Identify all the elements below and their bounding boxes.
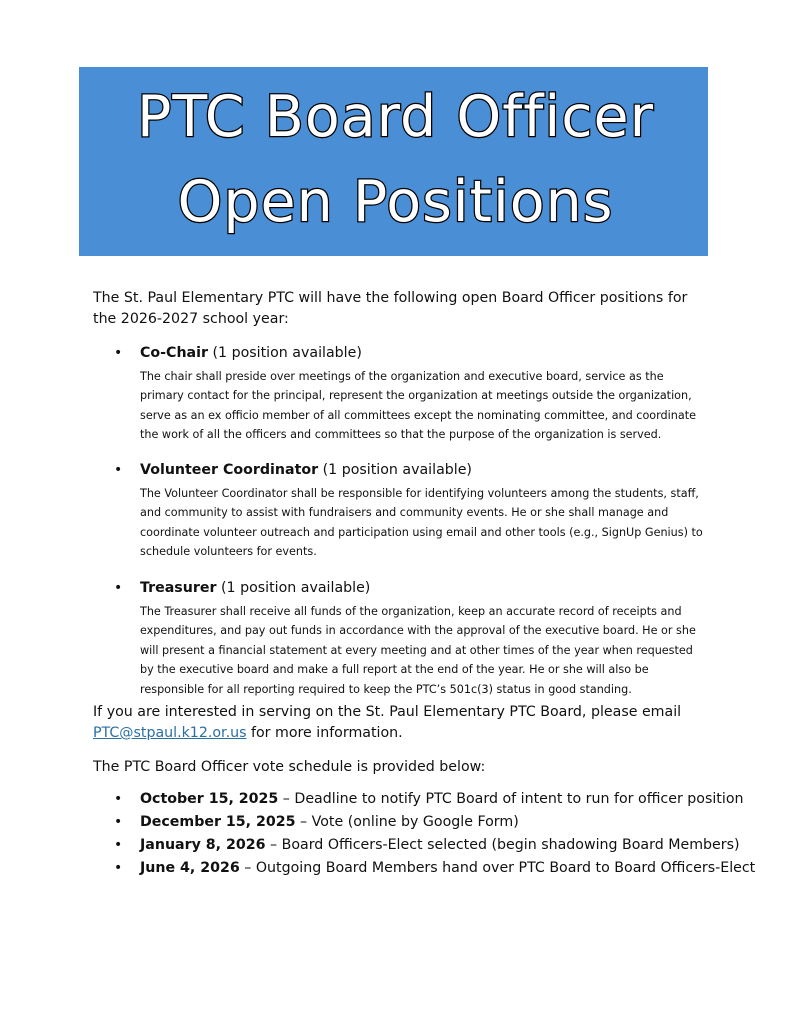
position-availability: (1 position available) [208, 345, 362, 361]
position-heading [140, 578, 370, 599]
schedule-text [140, 812, 519, 833]
schedule-description: – Vote (online by Google Form) [295, 814, 519, 830]
schedule-description: – Outgoing Board Members hand over PTC Board to Board Officers-Elect [239, 860, 756, 876]
position-heading [140, 460, 472, 481]
position-description: The Treasurer shall receive all funds of the organization, keep an accurate record of receipts and expenditures, and pay out funds in accordance with the approval of the executive board. He or she will present a financial statement at every meeting and at other times of the year when requested by the executive board and make a full report at the end of the year. He or she will also be responsible for all reporting required to keep the PTC’s 501c(3) status in good standing. [140, 605, 696, 696]
bullet-icon: • [114, 814, 123, 830]
bullet-icon: • [114, 860, 123, 876]
position-availability: (1 position available) [216, 580, 371, 596]
interest-text-before: If you are interested in serving on the St. Paul Elementary PTC Board, please email [93, 704, 682, 720]
position-description: The Volunteer Coordinator shall be responsible for identifying volunteers among the students, staff, and community to assist with fundraisers and community events. He or she shall manage and coordinate volunteer outreach and participation using email and other tools (e.g., SignUp Genius) to schedule volunteers for events. [140, 487, 703, 559]
bullet-icon: • [114, 580, 123, 596]
bullet-icon: • [114, 462, 123, 478]
schedule-date: January 8, 2026 [140, 837, 266, 853]
bullet-icon: • [114, 837, 123, 853]
position-title: Treasurer [140, 580, 217, 596]
schedule-description: – Board Officers-Elect selected (begin shadowing Board Members) [265, 837, 740, 853]
position-availability: (1 position available) [318, 462, 472, 478]
schedule-date: October 15, 2025 [140, 791, 279, 807]
schedule-item [114, 789, 744, 811]
banner-title-line-2: Open Positions [177, 169, 614, 235]
position-heading [140, 343, 362, 364]
position-description: The chair shall preside over meetings of the organization and executive board, service as the primary contact for the principal, represent the organization at meetings outside the organization, serve as an ex officio member of all committees except the nominating committee, and coordinate the work of all the officers and committees so that the purpose of the organization is served. [140, 370, 696, 442]
position-title: Volunteer Coordinator [140, 462, 319, 478]
schedule-text [140, 835, 740, 856]
intro-paragraph: The St. Paul Elementary PTC will have the following open Board Officer positions for the 2026-2027 school year: [93, 290, 688, 327]
banner-title-line-1: PTC Board Officer [136, 84, 655, 150]
bullet-icon: • [114, 345, 123, 361]
position-title: Co-Chair [140, 345, 208, 361]
schedule-text [140, 789, 744, 810]
schedule-item [114, 835, 740, 857]
email-link[interactable]: PTC@stpaul.k12.or.us [93, 725, 247, 741]
interest-paragraph [93, 702, 713, 744]
schedule-item [114, 858, 756, 880]
schedule-date: June 4, 2026 [140, 860, 240, 876]
schedule-item [114, 812, 734, 834]
schedule-description: – Deadline to notify PTC Board of intent to run for officer position [278, 791, 744, 807]
schedule-date: December 15, 2025 [140, 814, 296, 830]
bullet-icon: • [114, 791, 123, 807]
schedule-intro: The PTC Board Officer vote schedule is provided below: [93, 759, 486, 775]
schedule-text [140, 858, 755, 879]
interest-text-after: for more information. [246, 725, 403, 741]
